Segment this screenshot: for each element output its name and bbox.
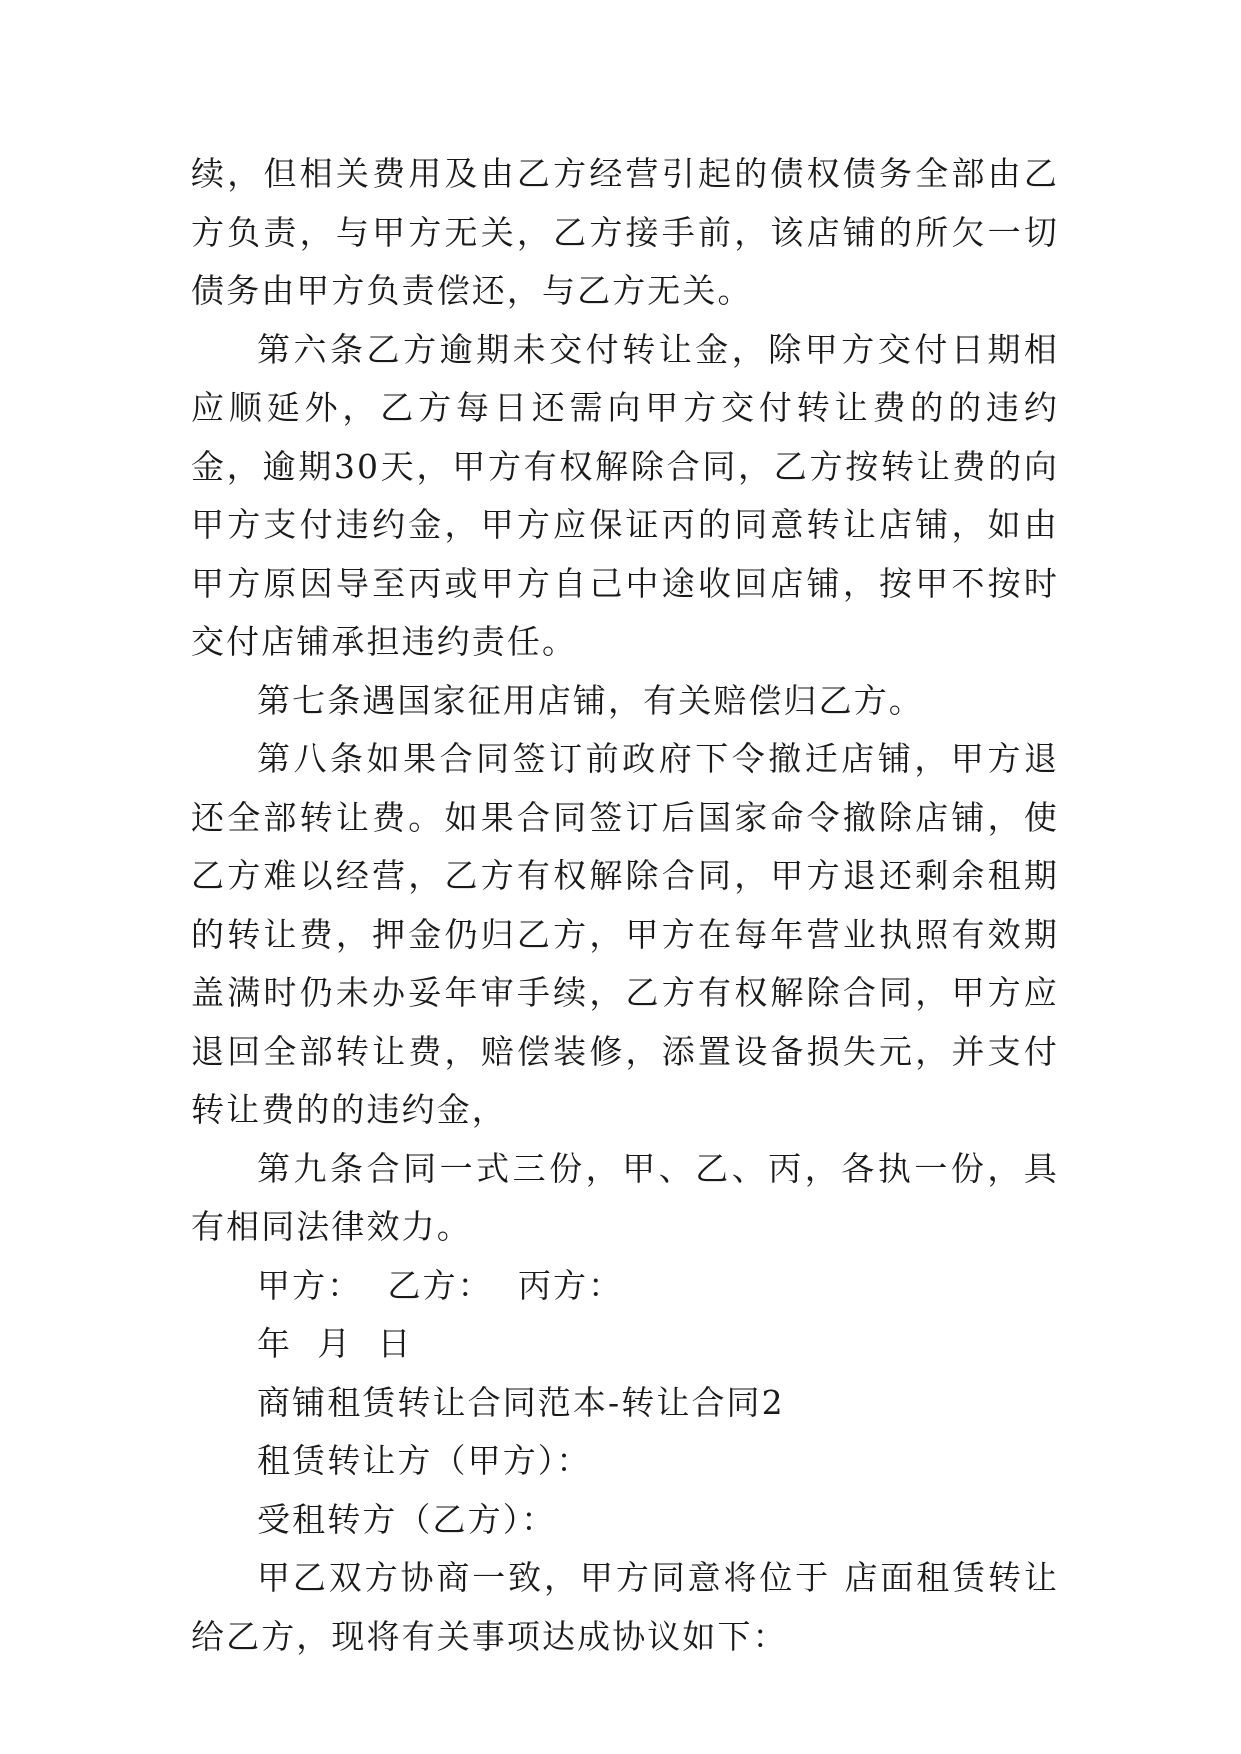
contract-article-9: 第九条合同一式三份，甲、乙、丙，各执一份，具有相同法律效力。 — [191, 1148, 1059, 1246]
transferor-line: 租赁转让方（甲方）： — [257, 1441, 592, 1480]
contract-article-8: 第八条如果合同签订前政府下令撤迁店铺，甲方退还全部转让费。如果合同签订后国家命令撤除店铺，使乙方难以经营，乙方有权解除合同，甲方退还剩余租期的转让费，押金仍归乙方，甲方在每年营业执照有效期盖满时仍未办妥年审手续，乙方有权解除合同，甲方应退回全部转让费，赔偿装修，添置设备损失元，并支付转让费的的违约金， — [191, 739, 1059, 1129]
contract-paragraph-continuation: 续，但相关费用及由乙方经营引起的债权债务全部由乙方负责，与甲方无关，乙方接手前，该店铺的所欠一切债务由甲方负责偿还，与乙方无关。 — [191, 154, 1059, 310]
second-contract-title: 商铺租赁转让合同范本-转让合同2 — [257, 1382, 785, 1422]
contract-article-6: 第六条乙方逾期未交付转让金，除甲方交付日期相应顺延外，乙方每日还需向甲方交付转让费的的违约金，逾期30天，甲方有权解除合同，乙方按转让费的向甲方支付违约金，甲方应保证丙的同意转让店铺，如由甲方原因导至丙或甲方自己中途收回店铺，按甲不按时交付店铺承担违约责任。 — [191, 329, 1059, 661]
signature-parties-line: 甲方： 乙方： 丙方： — [257, 1265, 624, 1305]
signature-date-line: 年 月 日 — [257, 1324, 413, 1363]
transferee-line: 受租转方（乙方）： — [257, 1499, 557, 1539]
agreement-intro-paragraph: 甲乙双方协商一致，甲方同意将位于 店面租赁转让给乙方，现将有关事项达成协议如下： — [191, 1558, 1059, 1656]
contract-article-7: 第七条遇国家征用店铺，有关赔偿归乙方。 — [257, 680, 924, 720]
document-page — [191, 145, 1059, 1666]
